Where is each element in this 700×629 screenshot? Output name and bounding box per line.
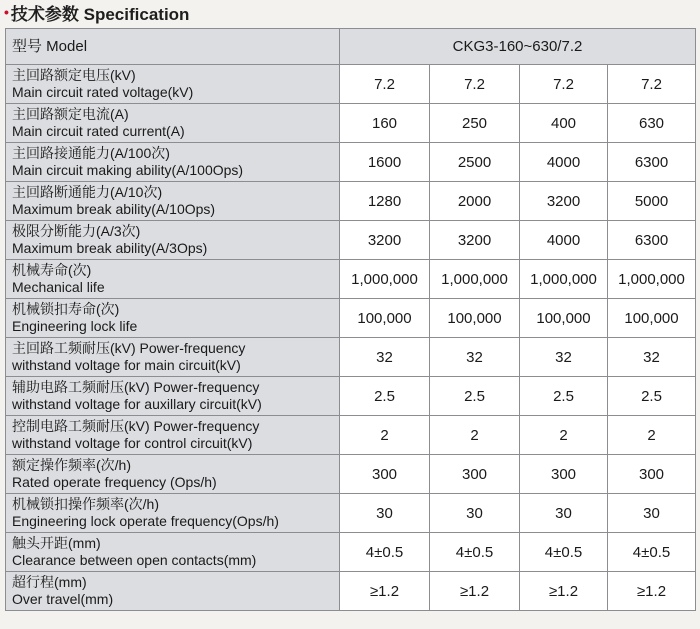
- heading-bullet: •: [4, 4, 9, 20]
- spec-value: 300: [520, 455, 608, 494]
- spec-label: [6, 65, 340, 104]
- spec-value: 4±0.5: [520, 533, 608, 572]
- spec-value: 1,000,000: [340, 260, 430, 299]
- spec-label-cn: 机械锁扣操作频率(次/h): [12, 496, 159, 512]
- spec-row: [6, 104, 696, 143]
- spec-label-cn: 辅助电路工频耐压(kV) Power-frequency: [12, 379, 260, 395]
- spec-value: 250: [430, 104, 520, 143]
- spec-label-en: Maximum break ability(A/3Ops): [12, 240, 208, 256]
- spec-label: [6, 377, 340, 416]
- spec-value: 2.5: [608, 377, 696, 416]
- spec-value: 2: [608, 416, 696, 455]
- spec-value: 400: [520, 104, 608, 143]
- spec-label-cn: 主回路额定电流(A): [12, 106, 129, 122]
- spec-value: 7.2: [520, 65, 608, 104]
- spec-label-en: Engineering lock life: [12, 318, 138, 334]
- spec-value: 1,000,000: [430, 260, 520, 299]
- spec-value: 100,000: [340, 299, 430, 338]
- spec-label-en: Main circuit rated current(A): [12, 123, 185, 139]
- spec-label-en: Main circuit making ability(A/100Ops): [12, 162, 244, 178]
- spec-label-en: Clearance between open contacts(mm): [12, 552, 257, 568]
- spec-table: [5, 28, 696, 611]
- spec-label: [6, 455, 340, 494]
- spec-value: 7.2: [430, 65, 520, 104]
- spec-value: 100,000: [608, 299, 696, 338]
- spec-value: 7.2: [340, 65, 430, 104]
- spec-label: [6, 221, 340, 260]
- spec-value: 2: [340, 416, 430, 455]
- spec-value: 2.5: [520, 377, 608, 416]
- spec-label-cn: 极限分断能力(A/3次): [12, 223, 141, 239]
- spec-label: [6, 338, 340, 377]
- spec-row: [6, 377, 696, 416]
- section-heading: [4, 0, 189, 24]
- spec-value: 4±0.5: [340, 533, 430, 572]
- spec-value: 30: [430, 494, 520, 533]
- spec-row: [6, 416, 696, 455]
- spec-row: [6, 533, 696, 572]
- spec-value: 2: [430, 416, 520, 455]
- spec-label-en: Engineering lock operate frequency(Ops/h): [12, 513, 279, 529]
- spec-value: 300: [430, 455, 520, 494]
- spec-value: 30: [340, 494, 430, 533]
- spec-label-en: Mechanical life: [12, 279, 105, 295]
- spec-label: [6, 299, 340, 338]
- spec-value: 7.2: [608, 65, 696, 104]
- spec-value: 32: [608, 338, 696, 377]
- spec-value: 1,000,000: [608, 260, 696, 299]
- spec-value: 4000: [520, 221, 608, 260]
- spec-value: 2.5: [430, 377, 520, 416]
- spec-label: [6, 182, 340, 221]
- spec-value: 2: [520, 416, 608, 455]
- spec-value: ≥1.2: [340, 572, 430, 611]
- spec-value: 1280: [340, 182, 430, 221]
- spec-value: 30: [608, 494, 696, 533]
- spec-label-cn: 超行程(mm): [12, 574, 87, 590]
- spec-row: [6, 221, 696, 260]
- spec-label-en: Over travel(mm): [12, 591, 114, 607]
- spec-label-cn: 额定操作频率(次/h): [12, 457, 131, 473]
- spec-label-cn: 主回路断通能力(A/10次): [12, 184, 163, 200]
- spec-value: 2.5: [340, 377, 430, 416]
- spec-label-cn: 机械锁扣寿命(次): [12, 301, 120, 317]
- spec-label: [6, 533, 340, 572]
- spec-value: 32: [430, 338, 520, 377]
- spec-row: [6, 299, 696, 338]
- spec-label-en: Maximum break ability(A/10Ops): [12, 201, 216, 217]
- spec-value: 100,000: [430, 299, 520, 338]
- spec-label: [6, 494, 340, 533]
- spec-value: 3200: [520, 182, 608, 221]
- spec-label-en: withstand voltage for auxillary circuit(kV): [12, 396, 262, 412]
- spec-value: 1600: [340, 143, 430, 182]
- spec-label-cn: 主回路额定电压(kV): [12, 67, 136, 83]
- spec-value: 32: [520, 338, 608, 377]
- spec-row: [6, 143, 696, 182]
- spec-label-en: withstand voltage for main circuit(kV): [12, 357, 241, 373]
- spec-label-en: Rated operate frequency (Ops/h): [12, 474, 217, 490]
- model-value: CKG3-160~630/7.2: [340, 29, 696, 65]
- spec-label-cn: 主回路工频耐压(kV) Power-frequency: [12, 340, 246, 356]
- spec-value: 6300: [608, 143, 696, 182]
- spec-row: [6, 338, 696, 377]
- spec-label-cn: 机械寿命(次): [12, 262, 92, 278]
- spec-row: [6, 65, 696, 104]
- spec-value: 100,000: [520, 299, 608, 338]
- spec-value: 630: [608, 104, 696, 143]
- spec-label-cn: 触头开距(mm): [12, 535, 101, 551]
- spec-value: 2000: [430, 182, 520, 221]
- spec-value: ≥1.2: [520, 572, 608, 611]
- spec-label-cn: 控制电路工频耐压(kV) Power-frequency: [12, 418, 260, 434]
- model-row: [6, 29, 696, 65]
- spec-label: [6, 104, 340, 143]
- spec-label-en: Main circuit rated voltage(kV): [12, 84, 194, 100]
- spec-value: 3200: [340, 221, 430, 260]
- spec-value: 4±0.5: [608, 533, 696, 572]
- spec-value: ≥1.2: [608, 572, 696, 611]
- spec-label: [6, 143, 340, 182]
- spec-label-cn: 主回路接通能力(A/100次): [12, 145, 170, 161]
- spec-value: ≥1.2: [430, 572, 520, 611]
- spec-value: 4±0.5: [430, 533, 520, 572]
- spec-value: 1,000,000: [520, 260, 608, 299]
- spec-row: [6, 455, 696, 494]
- spec-value: 32: [340, 338, 430, 377]
- spec-value: 5000: [608, 182, 696, 221]
- spec-value: 300: [608, 455, 696, 494]
- spec-label: [6, 416, 340, 455]
- model-label: 型号 Model: [6, 29, 340, 65]
- spec-label: [6, 572, 340, 611]
- spec-value: 30: [520, 494, 608, 533]
- spec-value: 160: [340, 104, 430, 143]
- spec-value: 2500: [430, 143, 520, 182]
- spec-value: 4000: [520, 143, 608, 182]
- spec-row: [6, 572, 696, 611]
- spec-value: 6300: [608, 221, 696, 260]
- spec-row: [6, 260, 696, 299]
- spec-label: [6, 260, 340, 299]
- spec-row: [6, 182, 696, 221]
- spec-value: 3200: [430, 221, 520, 260]
- spec-row: [6, 494, 696, 533]
- spec-value: 300: [340, 455, 430, 494]
- spec-label-en: withstand voltage for control circuit(kV): [12, 435, 253, 451]
- heading-text: 技术参数 Specification: [10, 4, 190, 24]
